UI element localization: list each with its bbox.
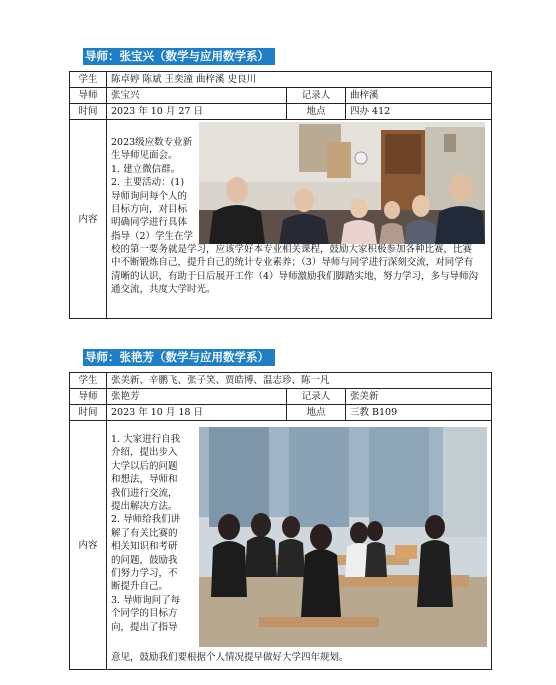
recorder-label: 记录人: [287, 88, 346, 104]
mentor-label: 导师: [70, 389, 107, 405]
content-label: 内容: [70, 120, 107, 319]
section2-content-left: 1. 大家进行自我 介绍，提出步入 大学以后的问题 和想法，导师和 我们进行交流， 提出解决方法。 2. 导师给我们讲 解了有关比赛的 相关知识和考研 的问题，鼓励我 们努力学习，不 断提升自己。 3. 导师询问了每 个同学的目标方 向，提出了指导: [111, 434, 181, 633]
students-label: 学生: [70, 373, 107, 389]
place-label: 地点: [287, 104, 346, 120]
section1-content: [107, 120, 492, 319]
content-label: 内容: [70, 421, 107, 670]
time-value: 2023 年 10 月 27 日: [107, 104, 287, 120]
recorder-label: 记录人: [287, 389, 346, 405]
mentor-value: 张宝兴: [107, 88, 287, 104]
recorder-value: 曲梓溪: [346, 88, 492, 104]
section2-content: [107, 421, 492, 670]
students-value: 张美新、辛鹏飞、张子笑、贾皓博、温志珍、陈一凡: [107, 373, 492, 389]
place-value: 四办 412: [346, 104, 492, 120]
section1-content-full: 校的第一要务就是学习，应该学好本专业相关课程，鼓励大家积极参加各种比赛，比赛 中不断锻炼自己，提升自己的统计专业素养；（3）导师与同学进行深刻交流，对同学有 清晰的认识，有助于日后展开工作（4）导师激励我们脚踏实地，努力学习，多与导师沟 通交流，共度大学时光。: [111, 244, 479, 296]
meeting-photo-2: [199, 427, 487, 647]
section2-content-full: 意见，鼓励我们要根据个人情况提早做好大学四年规划。: [111, 652, 349, 663]
section1-table: [69, 71, 492, 319]
students-value: 陈卓婷 陈斌 王奕潼 曲梓溪 史良川: [107, 72, 492, 88]
section2-table: [69, 372, 492, 670]
recorder-value: 张美新: [346, 389, 492, 405]
section2-heading: 导师：张艳芳（数学与应用数学系）: [83, 349, 275, 366]
meeting-photo-1: [199, 122, 485, 244]
mentor-label: 导师: [70, 88, 107, 104]
time-label: 时间: [70, 405, 107, 421]
mentor-value: 张艳芳: [107, 389, 287, 405]
time-value: 2023 年 10 月 18 日: [107, 405, 287, 421]
students-label: 学生: [70, 72, 107, 88]
place-label: 地点: [287, 405, 346, 421]
time-label: 时间: [70, 104, 107, 120]
place-value: 三教 B109: [346, 405, 492, 421]
section1-content-left: 2023级应数专业新 生导师见面会。 1. 建立微信群。 2. 主要活动：(1) 导师询问每个人的 目标方向，对目标 明确同学进行具体 指导（2）学生在学: [111, 137, 194, 242]
section1-heading: 导师：张宝兴（数学与应用数学系）: [83, 48, 275, 65]
